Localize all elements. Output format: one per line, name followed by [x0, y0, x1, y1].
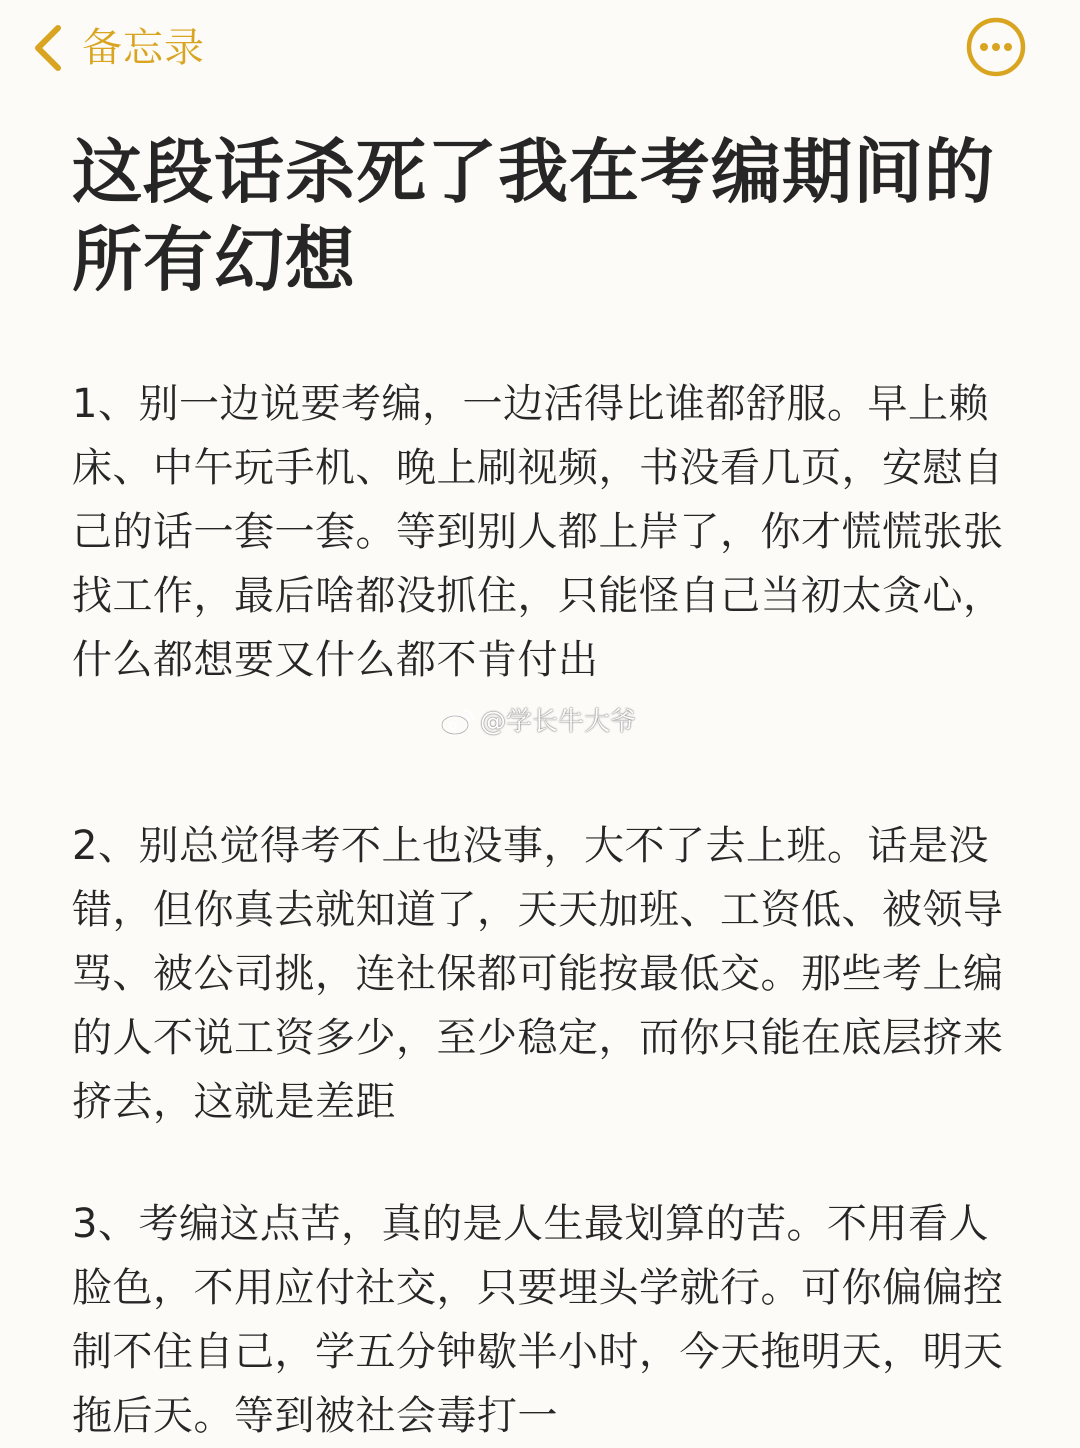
weibo-watermark — [440, 702, 636, 742]
back-label: 备忘录 — [82, 25, 205, 71]
back-button[interactable] — [28, 18, 205, 78]
note-paragraph-3: 3、考编这点苦，真的是人生最划算的苦。不用看人脸色，不用应付社交，只要埋头学就行。可你偏偏控制不住自己，学五分钟歇半小时，今天拖明天，明天拖后天。等到被社会毒打一 — [72, 1201, 1004, 1439]
watermark-text: @学长牛大爷 — [480, 707, 637, 737]
note-paragraph-2: 2、别总觉得考不上也没事，大不了去上班。话是没错，但你真去就知道了，天天加班、工资低、被领导骂、被公司挑，连社保都可能按最低交。那些考上编的人不说工资多少，至少稳定，而你只能在底层挤来挤去，这就是差距 — [72, 823, 1004, 1125]
chevron-left-icon — [28, 20, 68, 76]
weibo-logo-icon — [440, 706, 476, 738]
note-paragraph-1: 1、别一边说要考编，一边活得比谁都舒服。早上赖床、中午玩手机、晚上刷视频，书没看几页，安慰自己的话一套一套。等到别人都上岸了，你才慌慌张张找工作，最后啥都没抓住，只能怪自己当初太贪心，什么都想要又什么都不肯付出 — [72, 381, 1004, 683]
note-title: 这段话杀死了我在考编期间的所有幻想 — [72, 131, 995, 301]
more-ellipsis-icon — [965, 16, 1027, 78]
navigation-bar — [0, 0, 1080, 100]
more-options-button[interactable] — [965, 16, 1027, 78]
